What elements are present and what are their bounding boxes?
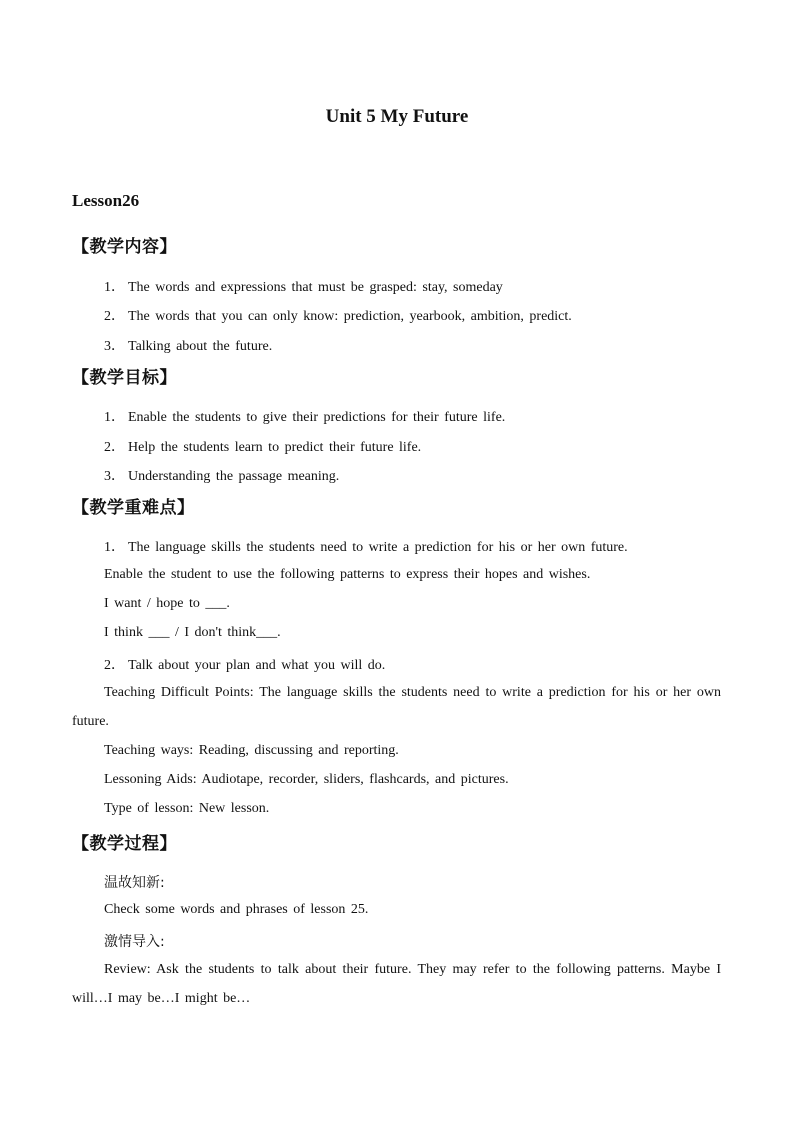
item-text: The language skills the students need to write a prediction for his or her own future. xyxy=(128,540,628,555)
item-text: The words that you can only know: prediction, yearbook, ambition, predict. xyxy=(128,309,572,324)
item-text: Help the students learn to predict their future life. xyxy=(128,440,422,455)
item-number: 1． xyxy=(104,280,125,295)
item-number: 2． xyxy=(104,658,125,673)
paragraph-intro: Review: Ask the students to talk about their future. They may refer to the following patterns. Maybe I will…I may be…I might be… xyxy=(72,962,721,1006)
list-item xyxy=(104,406,505,426)
item-number: 1． xyxy=(104,410,125,425)
pattern-line: I want / hope to ___. xyxy=(104,596,230,611)
review-label: 温故知新: xyxy=(104,875,165,891)
list-item xyxy=(104,465,339,485)
paragraph-lesson-type: Type of lesson: New lesson. xyxy=(104,801,270,816)
item-text: Understanding the passage meaning. xyxy=(128,469,340,484)
item-number: 2． xyxy=(104,440,125,455)
item-number: 2． xyxy=(104,309,125,324)
paragraph: Enable the student to use the following patterns to express their hopes and wishes. xyxy=(104,567,591,582)
item-text: Talk about your plan and what you will do. xyxy=(128,658,386,673)
lesson-heading: Lesson26 xyxy=(72,191,140,210)
list-item xyxy=(104,436,421,456)
item-number: 1． xyxy=(104,540,125,555)
list-item xyxy=(104,276,503,296)
document-title: Unit 5 My Future xyxy=(325,106,469,127)
paragraph-teaching-ways: Teaching ways: Reading, discussing and reporting. xyxy=(104,743,399,758)
item-text: Enable the students to give their predictions for their future life. xyxy=(128,410,506,425)
item-text: Talking about the future. xyxy=(128,339,273,354)
section-heading-content: 【教学内容】 xyxy=(72,237,177,257)
review-text: Check some words and phrases of lesson 25. xyxy=(104,902,369,917)
intro-label: 激情导入: xyxy=(104,934,165,950)
item-number: 3． xyxy=(104,469,125,484)
list-item xyxy=(104,305,572,325)
item-text: The words and expressions that must be grasped: stay, someday xyxy=(128,280,503,295)
pattern-line: I think ___ / I don't think___. xyxy=(104,625,281,640)
section-heading-goals: 【教学目标】 xyxy=(72,368,177,388)
item-number: 3． xyxy=(104,339,125,354)
list-item xyxy=(104,536,628,556)
section-heading-key-points: 【教学重难点】 xyxy=(72,498,195,518)
list-item xyxy=(104,335,272,355)
list-item xyxy=(104,654,385,674)
section-heading-process: 【教学过程】 xyxy=(72,834,177,854)
paragraph-difficult-points: Teaching Difficult Points: The language skills the students need to write a prediction for his or her own future. xyxy=(72,685,721,729)
paragraph-lesson-aids: Lessoning Aids: Audiotape, recorder, sliders, flashcards, and pictures. xyxy=(104,772,509,787)
